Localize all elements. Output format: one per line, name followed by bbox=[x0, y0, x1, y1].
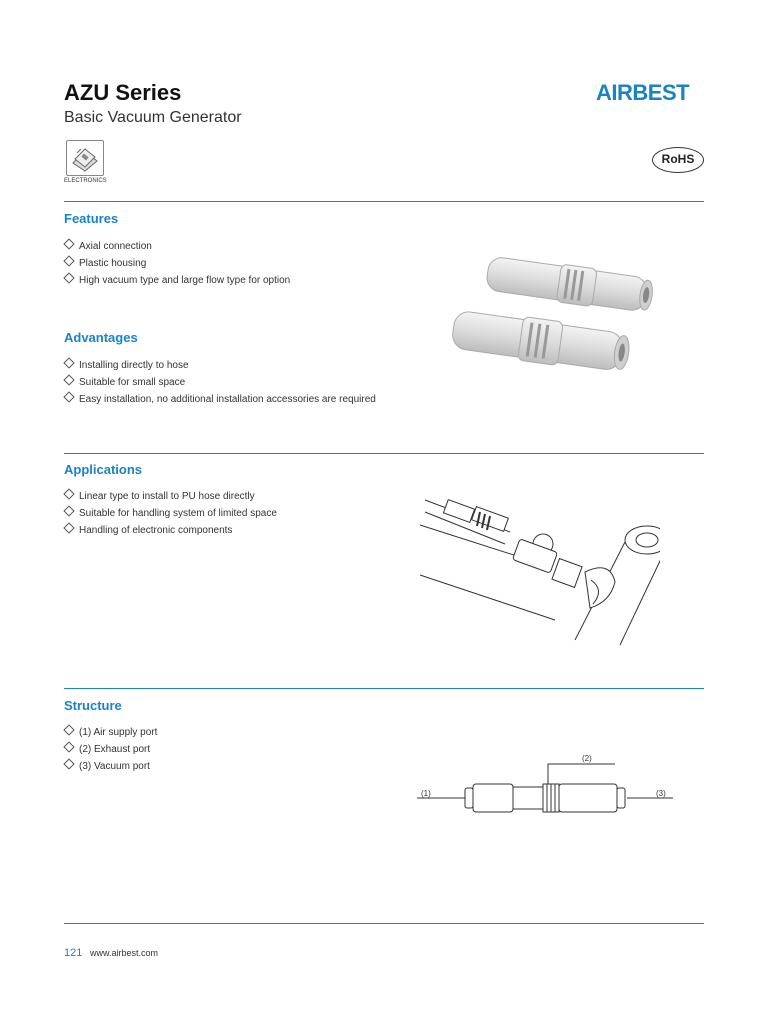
page-title: AZU Series bbox=[64, 80, 182, 105]
applications-list bbox=[64, 488, 277, 539]
list-item: (2) Exhaust port bbox=[64, 741, 157, 758]
section-divider bbox=[64, 688, 704, 689]
list-item: High vacuum type and large flow type for option bbox=[64, 272, 290, 289]
vacuum-port-label: (3) bbox=[656, 789, 666, 798]
website-link[interactable]: www.airbest.com bbox=[90, 948, 159, 958]
application-illustration bbox=[415, 490, 660, 650]
advantages-title: Advantages bbox=[64, 330, 138, 345]
list-item: Linear type to install to PU hose directly bbox=[64, 488, 277, 505]
rohs-badge: RoHS bbox=[652, 147, 704, 173]
badge-label: ELECTRONICS bbox=[64, 178, 107, 184]
section-divider bbox=[64, 201, 704, 202]
list-item: Suitable for handling system of limited space bbox=[64, 505, 277, 522]
list-item: Handling of electronic components bbox=[64, 522, 277, 539]
features-list bbox=[64, 238, 290, 289]
list-item: Installing directly to hose bbox=[64, 357, 376, 374]
list-item: (3) Vacuum port bbox=[64, 758, 157, 775]
diamond-bullet-icon bbox=[63, 272, 74, 283]
list-item: Suitable for small space bbox=[64, 374, 376, 391]
diamond-bullet-icon bbox=[63, 522, 74, 533]
section-divider bbox=[64, 453, 704, 454]
diamond-bullet-icon bbox=[63, 741, 74, 752]
list-item: Easy installation, no additional installation accessories are required bbox=[64, 391, 376, 408]
diamond-bullet-icon bbox=[63, 238, 74, 249]
supply-port-label: (1) bbox=[421, 789, 431, 798]
exhaust-port-label: (2) bbox=[582, 754, 592, 763]
electronics-icon bbox=[66, 140, 104, 176]
footer-divider bbox=[64, 923, 704, 924]
applications-title: Applications bbox=[64, 462, 143, 477]
brand-logo: AIRBEST bbox=[596, 80, 690, 105]
product-image bbox=[440, 248, 660, 408]
features-title: Features bbox=[64, 211, 119, 226]
list-item: (1) Air supply port bbox=[64, 724, 157, 741]
diamond-bullet-icon bbox=[63, 391, 74, 402]
diamond-bullet-icon bbox=[63, 374, 74, 385]
diamond-bullet-icon bbox=[63, 724, 74, 735]
diamond-bullet-icon bbox=[63, 357, 74, 368]
diamond-bullet-icon bbox=[63, 255, 74, 266]
list-item: Axial connection bbox=[64, 238, 290, 255]
advantages-list bbox=[64, 357, 376, 408]
structure-diagram bbox=[415, 748, 675, 828]
structure-title: Structure bbox=[64, 698, 122, 713]
diamond-bullet-icon bbox=[63, 488, 74, 499]
list-item: Plastic housing bbox=[64, 255, 290, 272]
diamond-bullet-icon bbox=[63, 505, 74, 516]
diamond-bullet-icon bbox=[63, 758, 74, 769]
structure-list bbox=[64, 724, 157, 775]
page-number: 121 bbox=[64, 947, 83, 959]
page-subtitle: Basic Vacuum Generator bbox=[64, 109, 242, 126]
